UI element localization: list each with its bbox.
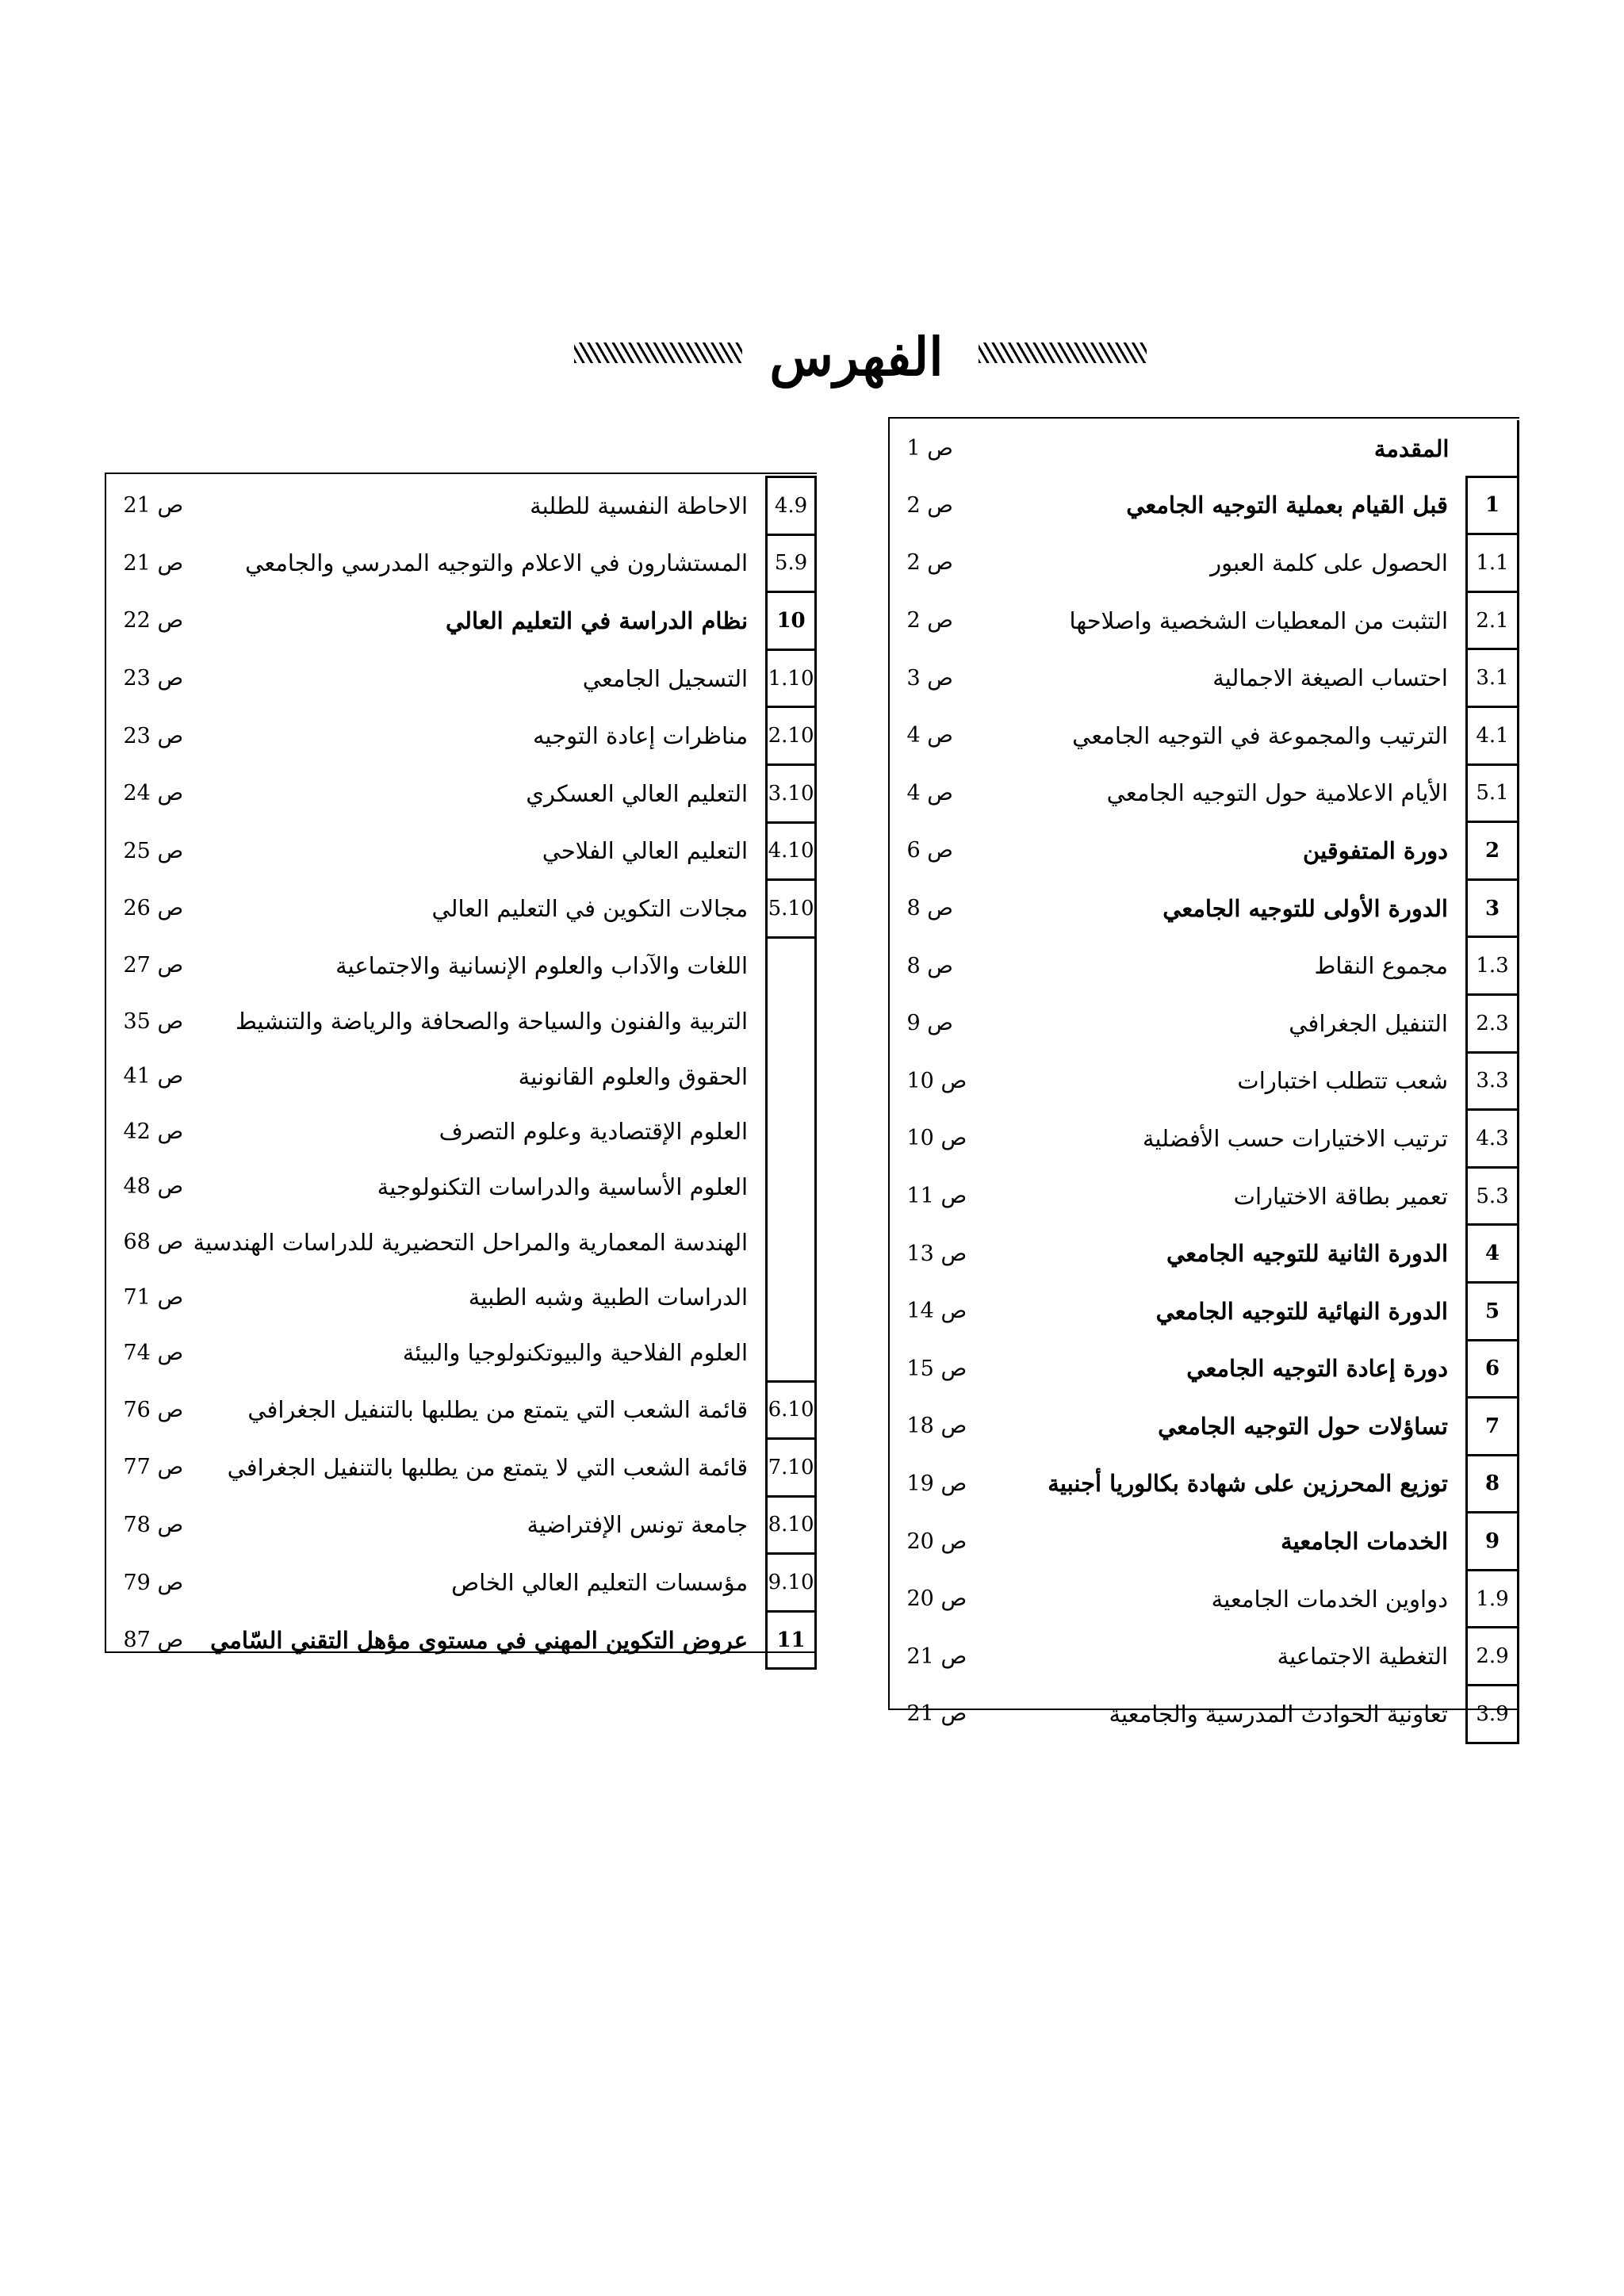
section-number: 3 [1467, 879, 1519, 937]
section-title[interactable]: اللغات والآداب والعلوم الإنسانية والاجتماعية [335, 951, 749, 979]
section-number [767, 1159, 816, 1215]
section-number: 2.3 [1467, 994, 1519, 1052]
section-number: 5.3 [1467, 1167, 1519, 1225]
toc-entry[interactable] [891, 1398, 1519, 1456]
toc-entry[interactable] [108, 1381, 816, 1439]
section-title[interactable]: الأيام الاعلامية حول التوجيه الجامعي [1106, 779, 1448, 807]
section-number [767, 1104, 816, 1160]
page-number: ص 3 [906, 665, 953, 691]
section-title[interactable]: الخدمات الجامعية [1281, 1528, 1448, 1556]
section-number: 4.3 [1467, 1110, 1519, 1168]
section-number [767, 1215, 816, 1270]
toc-entry[interactable] [891, 937, 1519, 995]
toc-entry[interactable] [108, 649, 816, 707]
page-number: ص 18 [906, 1414, 967, 1439]
page-number: ص 9 [906, 1011, 953, 1036]
page-number: ص 13 [906, 1241, 967, 1266]
page-number: ص 14 [906, 1299, 967, 1324]
section-title[interactable]: الدورة الأولى للتوجيه الجامعي [1162, 894, 1448, 922]
section-title[interactable]: الدراسات الطبية وشبه الطبية [468, 1284, 749, 1311]
page-number: ص 42 [123, 1119, 184, 1144]
section-number [767, 1049, 816, 1104]
section-title[interactable]: دورة إعادة التوجيه الجامعي [1186, 1355, 1448, 1383]
page-number: ص 27 [123, 953, 184, 978]
toc-entry[interactable] [108, 1325, 816, 1381]
section-number: 2.10 [767, 707, 816, 765]
toc-entry[interactable] [891, 591, 1519, 649]
section-number: 6 [1467, 1340, 1519, 1398]
section-number: 3.1 [1467, 649, 1519, 707]
toc-entry[interactable] [108, 1104, 816, 1160]
toc-entry[interactable] [108, 993, 816, 1049]
page-number: ص 4 [906, 723, 953, 748]
page-number: ص 79 [123, 1570, 184, 1595]
section-number: 5.1 [1467, 764, 1519, 822]
toc-entry[interactable] [891, 879, 1519, 937]
page-number: ص 22 [123, 608, 184, 633]
toc-entry[interactable] [891, 706, 1519, 764]
toc-left-body [108, 477, 816, 1669]
toc-entry[interactable] [108, 1611, 816, 1669]
toc-entry[interactable] [108, 764, 816, 822]
section-title[interactable]: التعليم العالي العسكري [526, 779, 749, 807]
section-number: 5.10 [767, 880, 816, 938]
section-number: 1.10 [767, 649, 816, 707]
section-title[interactable]: تعاونية الحوادث المدرسية والجامعية [1109, 1700, 1448, 1728]
toc-entry[interactable] [108, 1049, 816, 1104]
page-number: ص 78 [123, 1512, 184, 1537]
toc-entry[interactable] [891, 1167, 1519, 1225]
section-number: 4.9 [767, 477, 816, 535]
section-number: 7.10 [767, 1439, 816, 1497]
toc-right-body [891, 420, 1519, 1743]
toc-entry[interactable] [891, 1052, 1519, 1110]
section-number: 1.9 [1467, 1570, 1519, 1628]
toc-entry[interactable] [108, 1496, 816, 1554]
page-title: الفهرس [769, 326, 944, 388]
page-number: ص 6 [906, 838, 953, 863]
page-number: ص 23 [123, 723, 184, 748]
section-title[interactable]: قبل القيام بعملية التوجيه الجامعي [1126, 492, 1448, 519]
section-number: 9 [1467, 1513, 1519, 1571]
toc-entry[interactable] [108, 707, 816, 765]
page-number: ص 15 [906, 1356, 967, 1381]
page-number: ص 20 [906, 1586, 967, 1612]
toc-entry[interactable] [891, 476, 1519, 534]
toc-right-column [890, 420, 1519, 1744]
section-title[interactable]: عروض التكوين المهني في مستوى مؤهل التقني السّامي [210, 1626, 749, 1654]
page-number: ص 24 [123, 781, 184, 806]
page-number: ص 11 [906, 1184, 967, 1209]
section-number: 2.1 [1467, 591, 1519, 649]
section-number [767, 1269, 816, 1325]
section-title[interactable]: شعب تتطلب اختبارات [1237, 1067, 1448, 1095]
page-number: ص 25 [123, 838, 184, 863]
toc-entry[interactable] [891, 1570, 1519, 1628]
page-number: ص 21 [906, 1701, 967, 1727]
toc-entry[interactable] [891, 994, 1519, 1052]
toc-entry[interactable] [891, 420, 1519, 476]
section-title[interactable]: تعمير بطاقة الاختيارات [1233, 1182, 1448, 1210]
section-number: 1.1 [1467, 534, 1519, 592]
section-number: 3.9 [1467, 1686, 1519, 1743]
page-number: ص 76 [123, 1397, 184, 1422]
section-title[interactable]: دورة المتفوقين [1303, 836, 1448, 864]
page-number: ص 4 [906, 780, 953, 806]
page-number: ص 1 [906, 436, 953, 461]
section-title[interactable]: قائمة الشعب التي لا يتمتع من يطلبها بالتنفيل الجغرافي [227, 1453, 749, 1481]
section-number: 7 [1467, 1398, 1519, 1456]
section-title[interactable]: دواوين الخدمات الجامعية [1211, 1585, 1448, 1613]
section-title[interactable]: التعليم العالي الفلاحي [542, 837, 749, 865]
section-title[interactable]: الترتيب والمجموعة في التوجيه الجامعي [1072, 721, 1448, 749]
section-title[interactable]: الهندسة المعمارية والمراحل التحضيرية للدراسات الهندسية [193, 1228, 749, 1256]
toc-entry[interactable] [108, 1554, 816, 1612]
page-number: ص 2 [906, 608, 953, 633]
section-number: 4 [1467, 1225, 1519, 1283]
section-number: 8 [1467, 1455, 1519, 1513]
toc-entry[interactable] [891, 1340, 1519, 1398]
toc-entry[interactable] [108, 534, 816, 592]
page-number: ص 71 [123, 1284, 184, 1310]
section-title[interactable]: الدورة النهائية للتوجيه الجامعي [1155, 1297, 1448, 1325]
section-title[interactable]: المقدمة [1373, 434, 1450, 462]
page-number: ص 23 [123, 666, 184, 691]
page-header [555, 325, 1158, 388]
toc-entry[interactable] [891, 1455, 1519, 1513]
page-number: ص 35 [123, 1008, 184, 1034]
toc-entry[interactable] [891, 1282, 1519, 1340]
toc-entry[interactable] [891, 534, 1519, 592]
section-number [767, 937, 816, 993]
page-number: ص 74 [123, 1340, 184, 1365]
page-number: ص 68 [123, 1230, 184, 1255]
section-number: 5 [1467, 1282, 1519, 1340]
section-title[interactable]: التثبت من المعطيات الشخصية واصلاحها [1069, 607, 1448, 634]
toc-entry[interactable] [108, 592, 816, 650]
section-title[interactable]: تساؤلات حول التوجيه الجامعي [1158, 1412, 1448, 1440]
section-title[interactable]: التنفيل الجغرافي [1289, 1009, 1448, 1037]
section-number: 4.1 [1467, 706, 1519, 764]
section-title[interactable]: التربية والفنون والسياحة والصحافة والرياضة والتنشيط [236, 1008, 749, 1035]
page-number: ص 21 [123, 550, 184, 576]
section-title[interactable]: ترتيب الاختيارات حسب الأفضلية [1142, 1124, 1448, 1152]
toc-entry[interactable] [891, 764, 1519, 822]
section-number: 10 [767, 592, 816, 650]
page-number: ص 41 [123, 1064, 184, 1089]
section-title[interactable]: الحقوق والعلوم القانونية [518, 1062, 749, 1090]
section-number: 3.3 [1467, 1052, 1519, 1110]
toc-entry[interactable] [108, 477, 816, 535]
page-number: ص 87 [123, 1628, 184, 1653]
section-title[interactable]: قائمة الشعب التي يتمتع من يطلبها بالتنفيل الجغرافي [247, 1396, 749, 1424]
section-title[interactable]: مجالات التكوين في التعليم العالي [431, 894, 749, 922]
page-number: ص 77 [123, 1455, 184, 1480]
section-title[interactable]: الدورة الثانية للتوجيه الجامعي [1166, 1240, 1448, 1268]
section-title[interactable]: جامعة تونس الإفتراضية [527, 1511, 749, 1539]
toc-entry[interactable] [891, 1686, 1519, 1743]
hatch-decoration-right [979, 342, 1147, 363]
toc-entry[interactable] [891, 1628, 1519, 1686]
page-number: ص 8 [906, 953, 953, 978]
toc-entry[interactable] [108, 1159, 816, 1215]
section-title[interactable]: العلوم الإقتصادية وعلوم التصرف [439, 1118, 749, 1146]
page-number: ص 2 [906, 492, 953, 518]
page-number: ص 21 [906, 1644, 967, 1669]
page-number: ص 26 [123, 896, 184, 921]
page-number: ص 48 [123, 1174, 184, 1200]
section-title[interactable]: العلوم الأساسية والدراسات التكنولوجية [377, 1173, 749, 1200]
page-number: ص 19 [906, 1471, 967, 1496]
page-number: ص 8 [906, 896, 953, 921]
section-number: 2 [1467, 822, 1519, 880]
toc-entry[interactable] [108, 880, 816, 938]
section-title[interactable]: مناظرات إعادة التوجيه [532, 722, 749, 750]
toc-entry[interactable] [108, 1269, 816, 1325]
toc-entry[interactable] [108, 1215, 816, 1270]
section-title[interactable]: التسجيل الجامعي [582, 664, 749, 692]
section-title[interactable]: نظام الدراسة في التعليم العالي [446, 607, 749, 634]
section-title[interactable]: المستشارون في الاعلام والتوجيه المدرسي والجامعي [245, 549, 749, 577]
section-title[interactable]: العلوم الفلاحية والبيوتكنولوجيا والبيئة [402, 1339, 749, 1367]
section-title[interactable]: مؤسسات التعليم العالي الخاص [451, 1569, 749, 1597]
section-number [1467, 420, 1519, 476]
section-number [767, 1325, 816, 1381]
toc-entry[interactable] [108, 1439, 816, 1497]
section-number: 1.3 [1467, 937, 1519, 995]
toc-entry[interactable] [891, 1513, 1519, 1571]
section-number: 1 [1467, 476, 1519, 534]
section-title[interactable]: الحصول على كلمة العبور [1210, 549, 1448, 576]
section-title[interactable]: توزيع المحرزين على شهادة بكالوريا أجنبية [1048, 1470, 1448, 1498]
page-number: ص 21 [123, 493, 184, 519]
section-number: 9.10 [767, 1554, 816, 1612]
section-title[interactable]: احتساب الصيغة الاجمالية [1212, 664, 1448, 692]
section-number: 3.10 [767, 764, 816, 822]
toc-entry[interactable] [108, 937, 816, 993]
toc-entry[interactable] [108, 822, 816, 880]
section-title[interactable]: مجموع النقاط [1314, 952, 1448, 980]
section-number: 11 [767, 1611, 816, 1669]
section-number: 4.10 [767, 822, 816, 880]
section-number: 2.9 [1467, 1628, 1519, 1686]
section-number [767, 993, 816, 1049]
toc-entry[interactable] [891, 822, 1519, 880]
page-number: ص 10 [906, 1126, 967, 1151]
toc-entry[interactable] [891, 649, 1519, 707]
section-title[interactable]: الاحاطة النفسية للطلبة [530, 492, 749, 519]
toc-left-column [106, 476, 817, 1670]
page-number: ص 20 [906, 1529, 967, 1554]
section-number: 5.9 [767, 534, 816, 592]
toc-entry[interactable] [891, 1110, 1519, 1168]
page-number: ص 10 [906, 1068, 967, 1093]
section-number: 8.10 [767, 1496, 816, 1554]
section-title[interactable]: التغطية الاجتماعية [1277, 1643, 1448, 1670]
toc-entry[interactable] [891, 1225, 1519, 1283]
section-number: 6.10 [767, 1381, 816, 1439]
page-number: ص 2 [906, 550, 953, 576]
